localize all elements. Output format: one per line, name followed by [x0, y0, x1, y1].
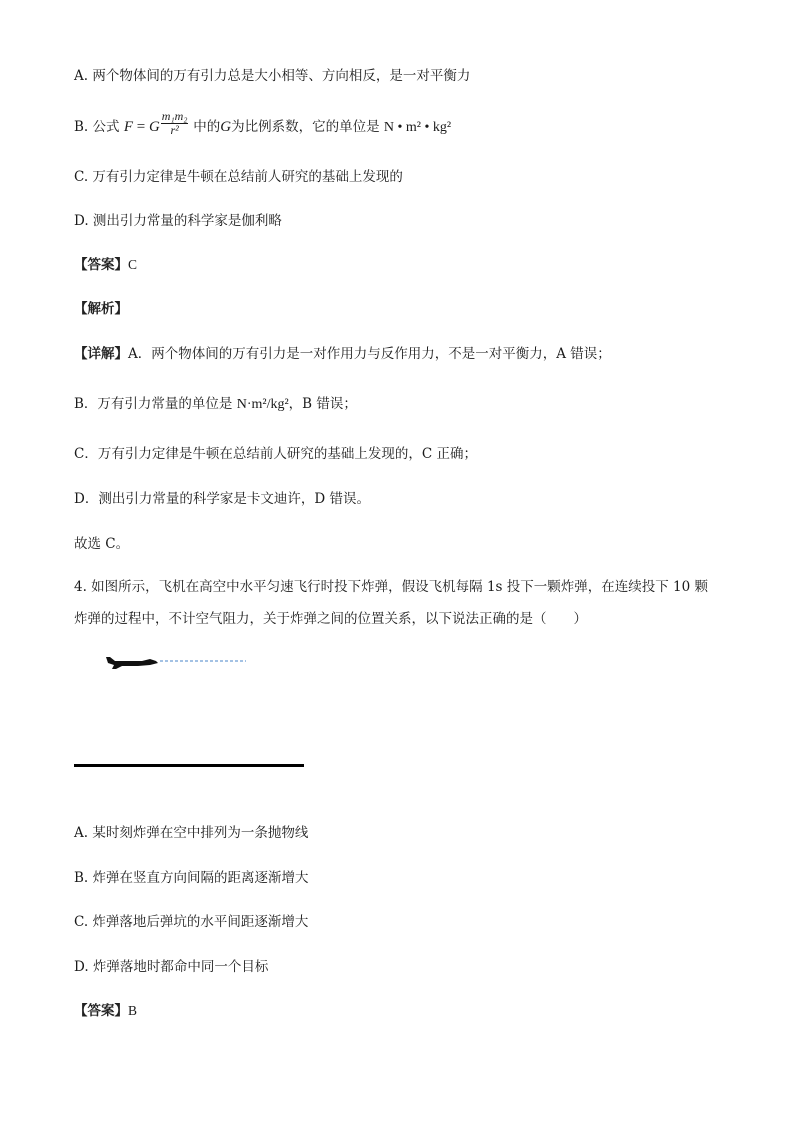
- q3-detail-c: C．万有引力定律是牛顿在总结前人研究的基础上发现的，C 正确；: [74, 446, 477, 462]
- q4-stem-line1: 4. 如图所示，飞机在高空中水平匀速飞行时投下炸弹，假设飞机每隔 1s 投下一颗炸弹，在连续投下 10 颗: [74, 579, 709, 595]
- detail-label: 【详解】: [74, 346, 128, 362]
- airplane-figure: [104, 651, 249, 671]
- ground-line: [74, 764, 304, 767]
- q4-option-b: B. 炸弹在竖直方向间隔的距离逐渐增大: [74, 870, 309, 886]
- q3-option-b-middle: 中的: [193, 118, 221, 135]
- q3-detail-b: [74, 394, 357, 415]
- q4-option-a: A. 某时刻炸弹在空中排列为一条抛物线: [74, 825, 309, 841]
- detail-b-unit: N·m²/kg²: [236, 397, 289, 412]
- gravitation-formula: [123, 109, 193, 137]
- answer-value: C: [128, 257, 138, 272]
- q3-analysis-label: 【解析】: [74, 301, 128, 317]
- q3-option-a: A. 两个物体间的万有引力总是大小相等、方向相反，是一对平衡力: [74, 68, 471, 84]
- formula-g: G: [148, 118, 160, 135]
- q3-option-b-unit: N • m² • kg²: [383, 119, 452, 135]
- q3-option-c: C. 万有引力定律是牛顿在总结前人研究的基础上发现的: [74, 169, 403, 185]
- q3-detail-a: [74, 344, 611, 364]
- q4-stem-line2: 炸弹的过程中，不计空气阻力，关于炸弹之间的位置关系，以下说法正确的是（ ）: [74, 611, 587, 627]
- detail-b-prefix: B．万有引力常量的单位是: [74, 396, 233, 412]
- detail-b-suffix: ，B 错误；: [288, 396, 357, 412]
- q3-detail-d: D．测出引力常量的科学家是卡文迪许，D 错误。: [74, 491, 370, 507]
- q3-option-b-suffix: 为比例系数，它的单位是: [231, 118, 380, 135]
- formula-f: F: [123, 118, 133, 135]
- airplane-icon: [106, 657, 158, 669]
- formula-numerator: m₁m₂: [161, 109, 188, 123]
- q4-option-c: C. 炸弹落地后弹坑的水平间距逐渐增大: [74, 914, 309, 930]
- q3-option-b: [74, 109, 452, 141]
- detail-a-text: A．两个物体间的万有引力是一对作用力与反作用力，不是一对平衡力，A 错误；: [128, 346, 611, 362]
- q4-option-d: D. 炸弹落地时都命中同一个目标: [74, 959, 269, 975]
- formula-fraction: [161, 110, 189, 137]
- q3-option-d: D. 测出引力常量的科学家是伽利略: [74, 213, 282, 229]
- q3-conclusion: 故选 C。: [74, 536, 130, 552]
- answer-label: 【答案】: [74, 1003, 128, 1019]
- answer-label: 【答案】: [74, 257, 128, 273]
- answer-value: B: [128, 1003, 138, 1018]
- q4-answer: [74, 1001, 137, 1021]
- formula-denominator: r²: [170, 123, 179, 137]
- q3-answer: [74, 255, 137, 275]
- q3-option-b-prefix: B. 公式: [74, 118, 120, 135]
- formula-equals: =: [132, 118, 149, 135]
- q3-option-b-g: G: [220, 118, 232, 135]
